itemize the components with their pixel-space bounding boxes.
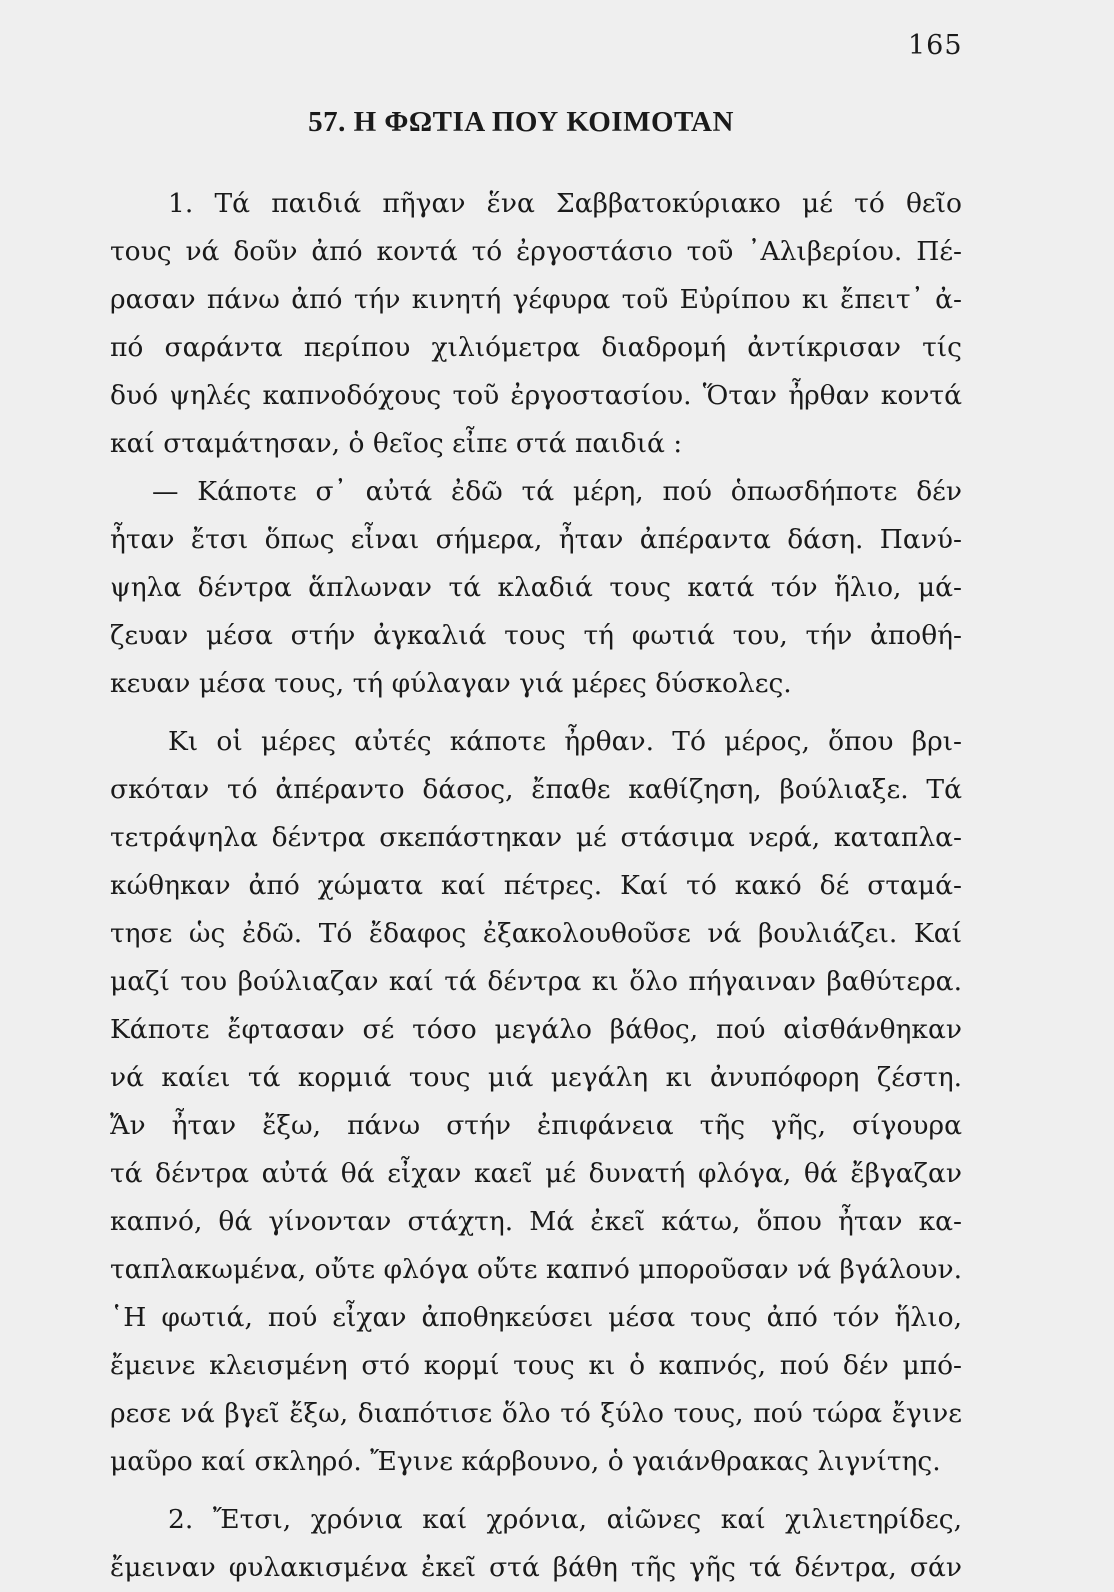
text-line: κώθηκαν ἀπό χώματα καί πέτρες. Καί τό κακό δέ σταμά- xyxy=(110,870,962,901)
text-line: καπνό, θά γίνονταν στάχτη. Μά ἐκεῖ κάτω, ὅπου ἦταν κα- xyxy=(110,1206,962,1237)
text-line: 1. Τά παιδιά πῆγαν ἕνα Σαββατοκύριακο μέ τό θεῖο xyxy=(168,188,962,219)
text-line: καί σταμάτησαν, ὁ θεῖος εἶπε στά παιδιά : xyxy=(110,428,683,459)
text-line: μαζί του βούλιαζαν καί τά δέντρα κι ὅλο πήγαιναν βαθύτερα. xyxy=(110,966,962,997)
text-line: ἦταν ἔτσι ὅπως εἶναι σήμερα, ἦταν ἀπέραντα δάση. Πανύ- xyxy=(110,524,962,555)
chapter-title: 57. Η ΦΩΤΙΑ ΠΟΥ ΚΟΙΜΟΤΑΝ xyxy=(308,106,734,138)
text-line: μαῦρο καί σκληρό. Ἔγινε κάρβουνο, ὁ γαιάνθρακας λιγνίτης. xyxy=(110,1446,941,1477)
text-line: δυό ψηλές καπνοδόχους τοῦ ἐργοστασίου. Ὅταν ἦρθαν κοντά xyxy=(110,380,962,411)
text-line: νά καίει τά κορμιά τους μιά μεγάλη κι ἀνυπόφορη ζέστη. xyxy=(110,1062,962,1093)
text-line: τετράψηλα δέντρα σκεπάστηκαν μέ στάσιμα νερά, καταπλα- xyxy=(110,822,962,853)
text-line: ταπλακωμένα, οὔτε φλόγα οὔτε καπνό μποροῦσαν νά βγάλουν. xyxy=(110,1254,962,1285)
text-line: κευαν μέσα τους, τή φύλαγαν γιά μέρες δύσκολες. xyxy=(110,668,792,699)
body-text xyxy=(110,180,962,1592)
text-line: — Κάποτε σ᾿ αὐτά ἐδῶ τά μέρη, πού ὁπωσδήποτε δέν xyxy=(152,476,962,507)
text-line: πό σαράντα περίπου χιλιόμετρα διαδρομή ἀντίκρισαν τίς xyxy=(110,332,962,363)
text-line: τους νά δοῦν ἀπό κοντά τό ἐργοστάσιο τοῦ ᾿Αλιβερίου. Πέ- xyxy=(110,236,962,267)
text-line: τησε ὡς ἐδῶ. Τό ἔδαφος ἐξακολουθοῦσε νά βουλιάζει. Καί xyxy=(110,918,962,949)
text-line: ρασαν πάνω ἀπό τήν κινητή γέφυρα τοῦ Εὐρίπου κι ἔπειτ᾿ ἀ- xyxy=(110,284,962,315)
page-number: 165 xyxy=(908,30,963,61)
text-line: ἔμεινε κλεισμένη στό κορμί τους κι ὁ καπνός, πού δέν μπό- xyxy=(110,1350,962,1381)
text-line: ψηλα δέντρα ἅπλωναν τά κλαδιά τους κατά τόν ἥλιο, μά- xyxy=(110,572,962,603)
text-line: Κάποτε ἔφτασαν σέ τόσο μεγάλο βάθος, πού αἰσθάνθηκαν xyxy=(110,1014,962,1045)
text-line: 2. Ἔτσι, χρόνια καί χρόνια, αἰῶνες καί χιλιετηρίδες, xyxy=(168,1504,962,1535)
text-line: ἔμειναν φυλακισμένα ἐκεῖ στά βάθη τῆς γῆς τά δέντρα, σάν xyxy=(110,1552,962,1583)
text-line: σκόταν τό ἀπέραντο δάσος, ἔπαθε καθίζηση, βούλιαξε. Τά xyxy=(110,774,962,805)
text-line: τά δέντρα αὐτά θά εἶχαν καεῖ μέ δυνατή φλόγα, θά ἔβγαζαν xyxy=(110,1158,962,1189)
text-line: ζευαν μέσα στήν ἀγκαλιά τους τή φωτιά του, τήν ἀποθή- xyxy=(110,620,962,651)
text-line: Ἄν ἦταν ἔξω, πάνω στήν ἐπιφάνεια τῆς γῆς, σίγουρα xyxy=(110,1110,962,1141)
text-line: Κι οἱ μέρες αὐτές κάποτε ἦρθαν. Τό μέρος, ὅπου βρι- xyxy=(168,726,962,757)
text-line: ρεσε νά βγεῖ ἔξω, διαπότισε ὅλο τό ξύλο τους, πού τώρα ἔγινε xyxy=(110,1398,962,1429)
text-line: ῾Η φωτιά, πού εἶχαν ἀποθηκεύσει μέσα τους ἀπό τόν ἥλιο, xyxy=(110,1302,962,1333)
